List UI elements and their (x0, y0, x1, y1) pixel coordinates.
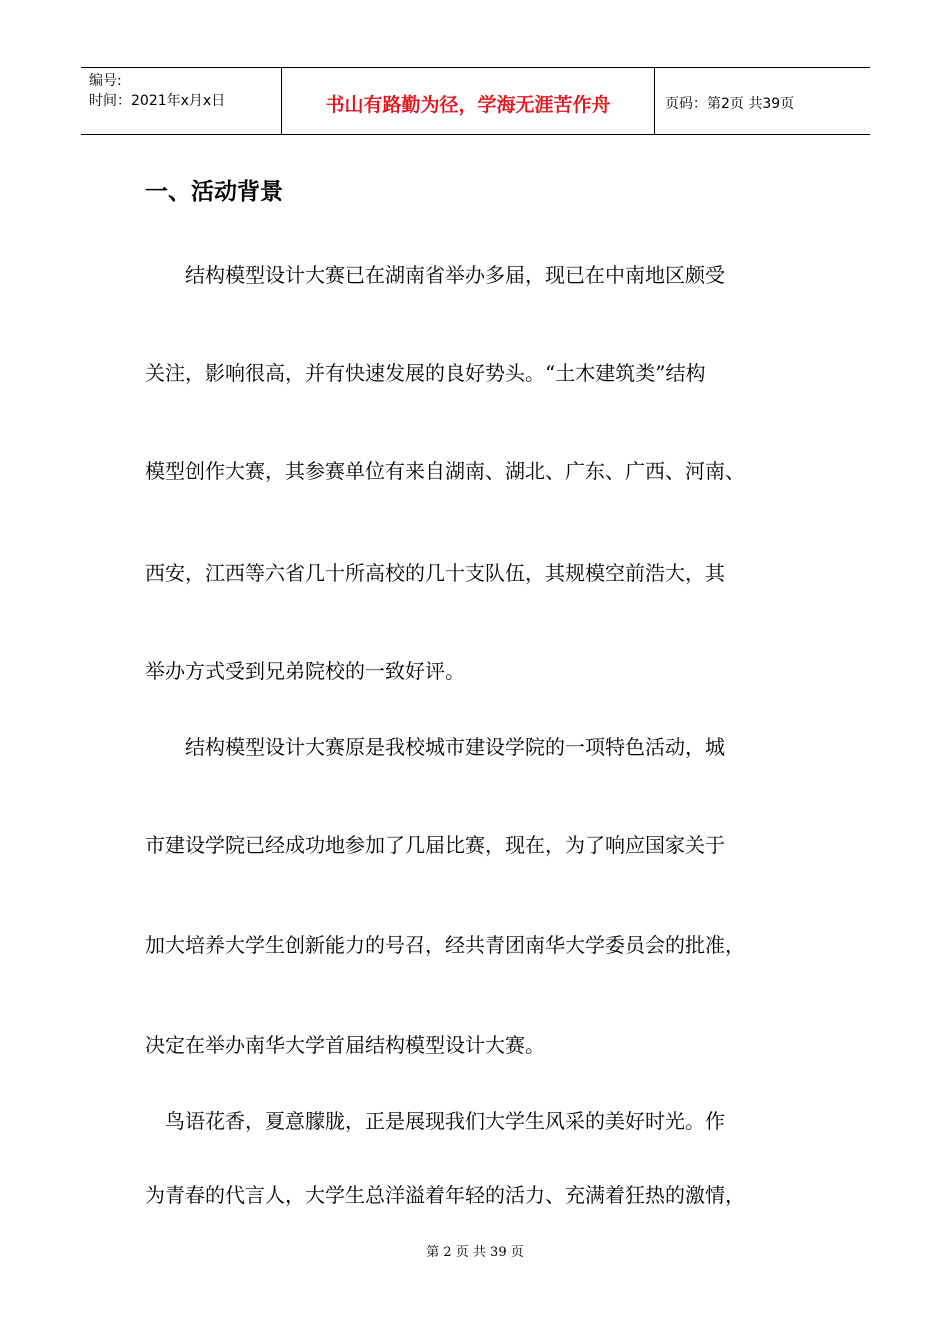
header-page-info: 页码：第2页 共39页 (665, 96, 795, 112)
header-motto-cell (282, 68, 655, 134)
page-header (81, 67, 870, 135)
header-meta-cell (81, 68, 282, 134)
body-line: 决定在举办南华大学首届结构模型设计大赛。 (145, 1033, 545, 1057)
body-line: 模型创作大赛，其参赛单位有来自湖南、湖北、广东、广西、河南、 (145, 459, 745, 483)
body-line: 鸟语花香，夏意朦胧，正是展现我们大学生风采的美好时光。作 (145, 1109, 725, 1133)
body-line: 为青春的代言人，大学生总洋溢着年轻的活力、充满着狂热的激情， (145, 1183, 745, 1207)
body-line: 举办方式受到兄弟院校的一致好评。 (145, 659, 465, 683)
time-label: 时间：2021年x月x日 (89, 93, 226, 109)
motto-text: 书山有路勤为径，学海无涯苦作舟 (325, 93, 611, 116)
body-line: 关注，影响很高，并有快速发展的良好势头。“土木建筑类”结构 (145, 361, 706, 385)
body-line: 市建设学院已经成功地参加了几届比赛，现在，为了响应国家关于 (145, 833, 725, 857)
page-footer: 第 2 页 共 39 页 (426, 1245, 524, 1260)
section-heading: 一、活动背景 (145, 179, 283, 205)
header-page-cell (655, 68, 870, 134)
body-line: 加大培养大学生创新能力的号召，经共青团南华大学委员会的批准， (145, 933, 745, 957)
serial-label: 编号: (89, 73, 122, 89)
body-line: 结构模型设计大赛已在湖南省举办多届，现已在中南地区颇受 (145, 263, 725, 287)
body-line: 结构模型设计大赛原是我校城市建设学院的一项特色活动，城 (145, 735, 725, 759)
body-line: 西安，江西等六省几十所高校的几十支队伍，其规模空前浩大，其 (145, 561, 725, 585)
